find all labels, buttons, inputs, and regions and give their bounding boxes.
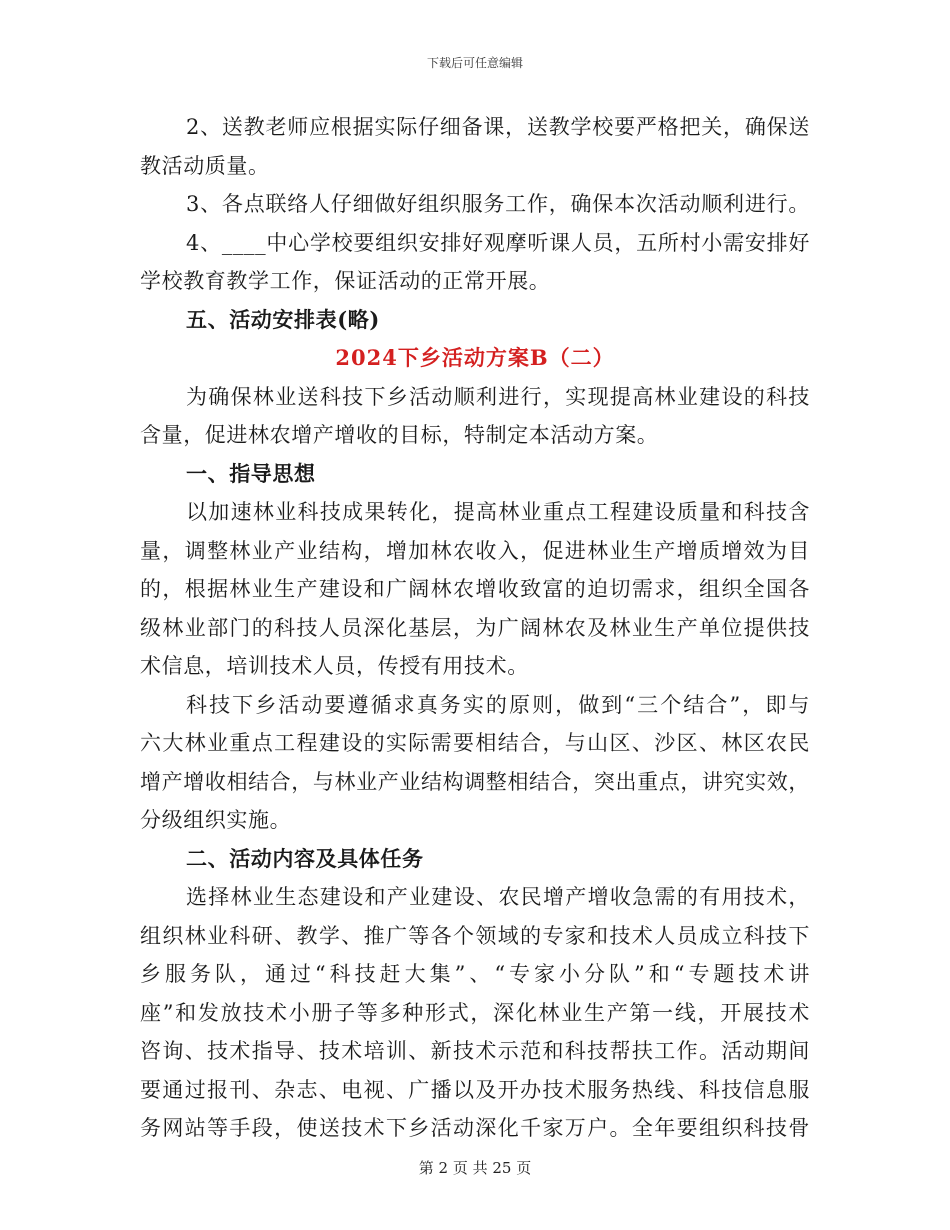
paragraph-line: 4、____中心学校要组织安排好观摩听课人员，五所村小需安排好 [186,230,810,255]
paragraph-line: 座”和发放技术小册子等多种形式，深化林业生产第一线，开展技术 [140,1000,810,1025]
paragraph-line: 3、各点联络人仔细做好组织服务工作，确保本次活动顺利进行。 [186,192,810,216]
paragraph-line: 学校教育教学工作，保证活动的正常开展。 [140,269,551,293]
paragraph-line: 术信息，培训技术人员，传授有用技术。 [140,654,529,678]
paragraph-line: 为确保林业送科技下乡活动顺利进行，实现提高林业建设的科技 [186,384,810,409]
paragraph-line: 要通过报刊、杂志、电视、广播以及开办技术服务热线、科技信息服 [140,1077,810,1102]
page-footer: 第 2 页 共 25 页 [418,1159,532,1177]
document-body [140,108,810,1148]
section-heading: 五、活动安排表(略) [186,306,380,332]
section-heading: 一、指导思想 [186,460,316,486]
paragraph-line: 的，根据林业生产建设和广阔林农增收致富的迫切需求，组织全国各 [140,577,810,601]
paragraph-line: 科技下乡活动要遵循求真务实的原则，做到“三个结合”，即与 [186,692,810,717]
paragraph-line: 增产增收相结合，与林业产业结构调整相结合，突出重点，讲究实效， [140,769,810,794]
paragraph-line: 2、送教老师应根据实际仔细备课，送教学校要严格把关，确保送 [186,115,810,139]
paragraph-line: 量，调整林业产业结构，增加林农收入，促进林业生产增质增效为目 [140,538,810,563]
paragraph-line: 六大林业重点工程建设的实际需要相结合，与山区、沙区、林区农民 [140,731,810,755]
paragraph-line: 教活动质量。 [140,153,270,178]
paragraph-line: 分级组织实施。 [140,808,292,832]
document-title: 2024下乡活动方案B（二） [335,345,615,370]
paragraph-line: 以加速林业科技成果转化，提高林业重点工程建设质量和科技含 [186,500,810,524]
paragraph-line: 选择林业生态建设和产业建设、农民增产增收急需的有用技术， [186,885,810,909]
paragraph-line: 务网站等手段，使送技术下乡活动深化千家万户。全年要组织科技骨 [140,1116,810,1140]
page-header: 下载后可任意编辑 [426,56,523,70]
paragraph-line: 咨询、技术指导、技术培训、新技术示范和科技帮扶工作。活动期间 [140,1039,810,1063]
paragraph-line: 级林业部门的科技人员深化基层，为广阔林农及林业生产单位提供技 [140,615,810,640]
paragraph-line: 含量，促进林农增产增收的目标，特制定本活动方案。 [140,423,659,447]
paragraph-line: 组织林业科研、教学、推广等各个领域的专家和技术人员成立科技下 [140,923,810,948]
paragraph-line: 乡服务队，通过“科技赶大集”、“专家小分队”和“专题技术讲 [140,962,810,986]
section-heading: 二、活动内容及具体任务 [186,845,424,871]
